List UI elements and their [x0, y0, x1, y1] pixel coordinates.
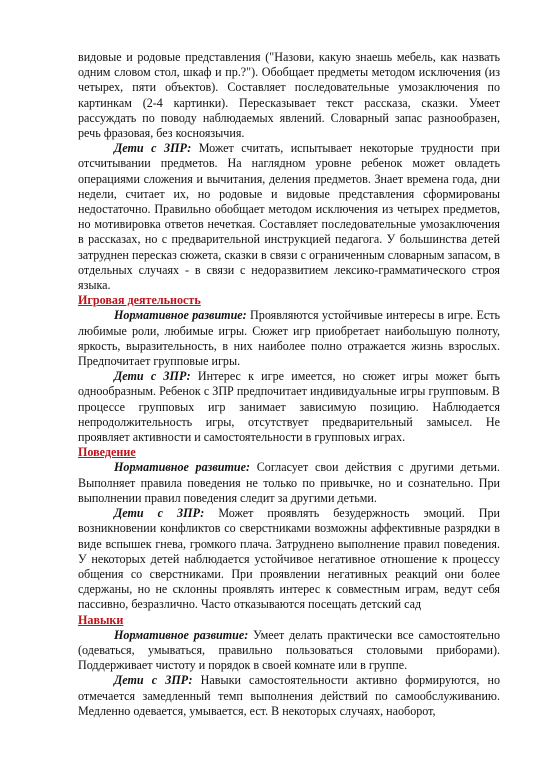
zpr-label: Дети с ЗПР: [114, 369, 191, 384]
document-page [78, 50, 500, 719]
behavior-zpr-paragraph [78, 506, 500, 612]
play-norm-paragraph [78, 308, 500, 369]
section-heading-skills: Навыки [78, 612, 124, 627]
intro-paragraph: видовые и родовые представления ("Назови, какую знаешь мебель, как назвать одним словом стол, шкаф и пр.?"). Обобщает предметы методом исключения (из четырех, пяти объектов). Составляет последовательные умозаключения по картинкам (2-4 картинки). Пересказывает текст рассказа, сказки. Умеет рассуждать по поводу наблюдаемых явлений. Словарный запас разнообразен, речь фразовая, без косноязычия. [78, 50, 500, 141]
behavior-norm-paragraph [78, 460, 500, 506]
speech-zpr-paragraph [78, 141, 500, 293]
norm-label: Нормативное развитие: [114, 627, 249, 642]
zpr-label: Дети с ЗПР: [114, 506, 205, 521]
norm-label: Нормативное развитие: [114, 308, 247, 323]
paragraph-text: Может проявлять безудержность эмоций. При возникновении конфликтов со сверстниками возможны аффективные разрядки в виде вспышек гнева, громкого плача. Затруднено выполнение правил поведения. У некоторых детей наблюдается устойчивое негативное отношение к процессу общения со сверстниками. При проявлении негативных реакций они более сдержаны, но не склонны проявлять интерес к совместным играм, ведут себя пассивно, безразлично. Часто отказываются посещать детский сад [78, 506, 501, 612]
section-heading-play: Игровая деятельность [78, 293, 201, 308]
paragraph-text: Проявляются устойчивые интересы в игре. Есть любимые роли, любимые игры. Сюжет игр приобретает наибольшую полноту, яркость, выразительность, в них наиболее полно отражается жизнь взрослых. Предпочитает групповые игры. [78, 308, 500, 369]
paragraph-text: Навыки самостоятельности активно формируются, но отмечается замедленный темп выполнения действий по самообслуживанию. Медленно одевается, умывается, ест. В некоторых случаях, наоборот, [78, 673, 500, 718]
skills-zpr-paragraph [78, 673, 500, 719]
section-heading-behavior: Поведение [78, 445, 136, 460]
paragraph-text: Интерес к игре имеется, но сюжет игры может быть однообразным. Ребенок с ЗПР предпочитает индивидуальные игры групповым. В процессе групповых игр занимает зависимую позицию. Наблюдается непродолжительность игры, отсутствует предварительный замысел. Не проявляет активности и самостоятельности в групповых играх. [78, 369, 500, 445]
paragraph-text: Согласует свои действия с другими детьми. Выполняет правила поведения не только по привычке, но и сознательно. При выполнении правил поведения следит за другими детьми. [78, 460, 500, 505]
paragraph-text: Умеет делать практически все самостоятельно (одеваться, умываться, правильно пользоваться столовыми приборами). Поддерживает чистоту и порядок в своей комнате или в группе. [78, 627, 500, 673]
paragraph-text: Может считать, испытывает некоторые трудности при отсчитывании предметов. На наглядном уровне ребенок может овладеть операциями сложения и вычитания, деления предметов. Знает времена года, дни недели, считает их, но родовые и видовые представления сформированы недостаточно. Правильно обобщает методом исключения из четырех предметов, но мотивировка ответов нечеткая. Составляет последовательные умозаключения в рассказах, но с предварительной инструкцией педагога. У большинства детей затруднен пересказ сюжета, сказки в связи с ограниченным словарным запасом, в отдельных случаях - в связи с недоразвитием лексико-грамматического строя языка. [78, 141, 500, 293]
play-zpr-paragraph [78, 369, 500, 445]
skills-norm-paragraph [78, 628, 500, 674]
zpr-label: Дети с ЗПР: [114, 141, 192, 156]
zpr-label: Дети с ЗПР: [114, 673, 193, 688]
norm-label: Нормативное развитие: [114, 460, 251, 475]
